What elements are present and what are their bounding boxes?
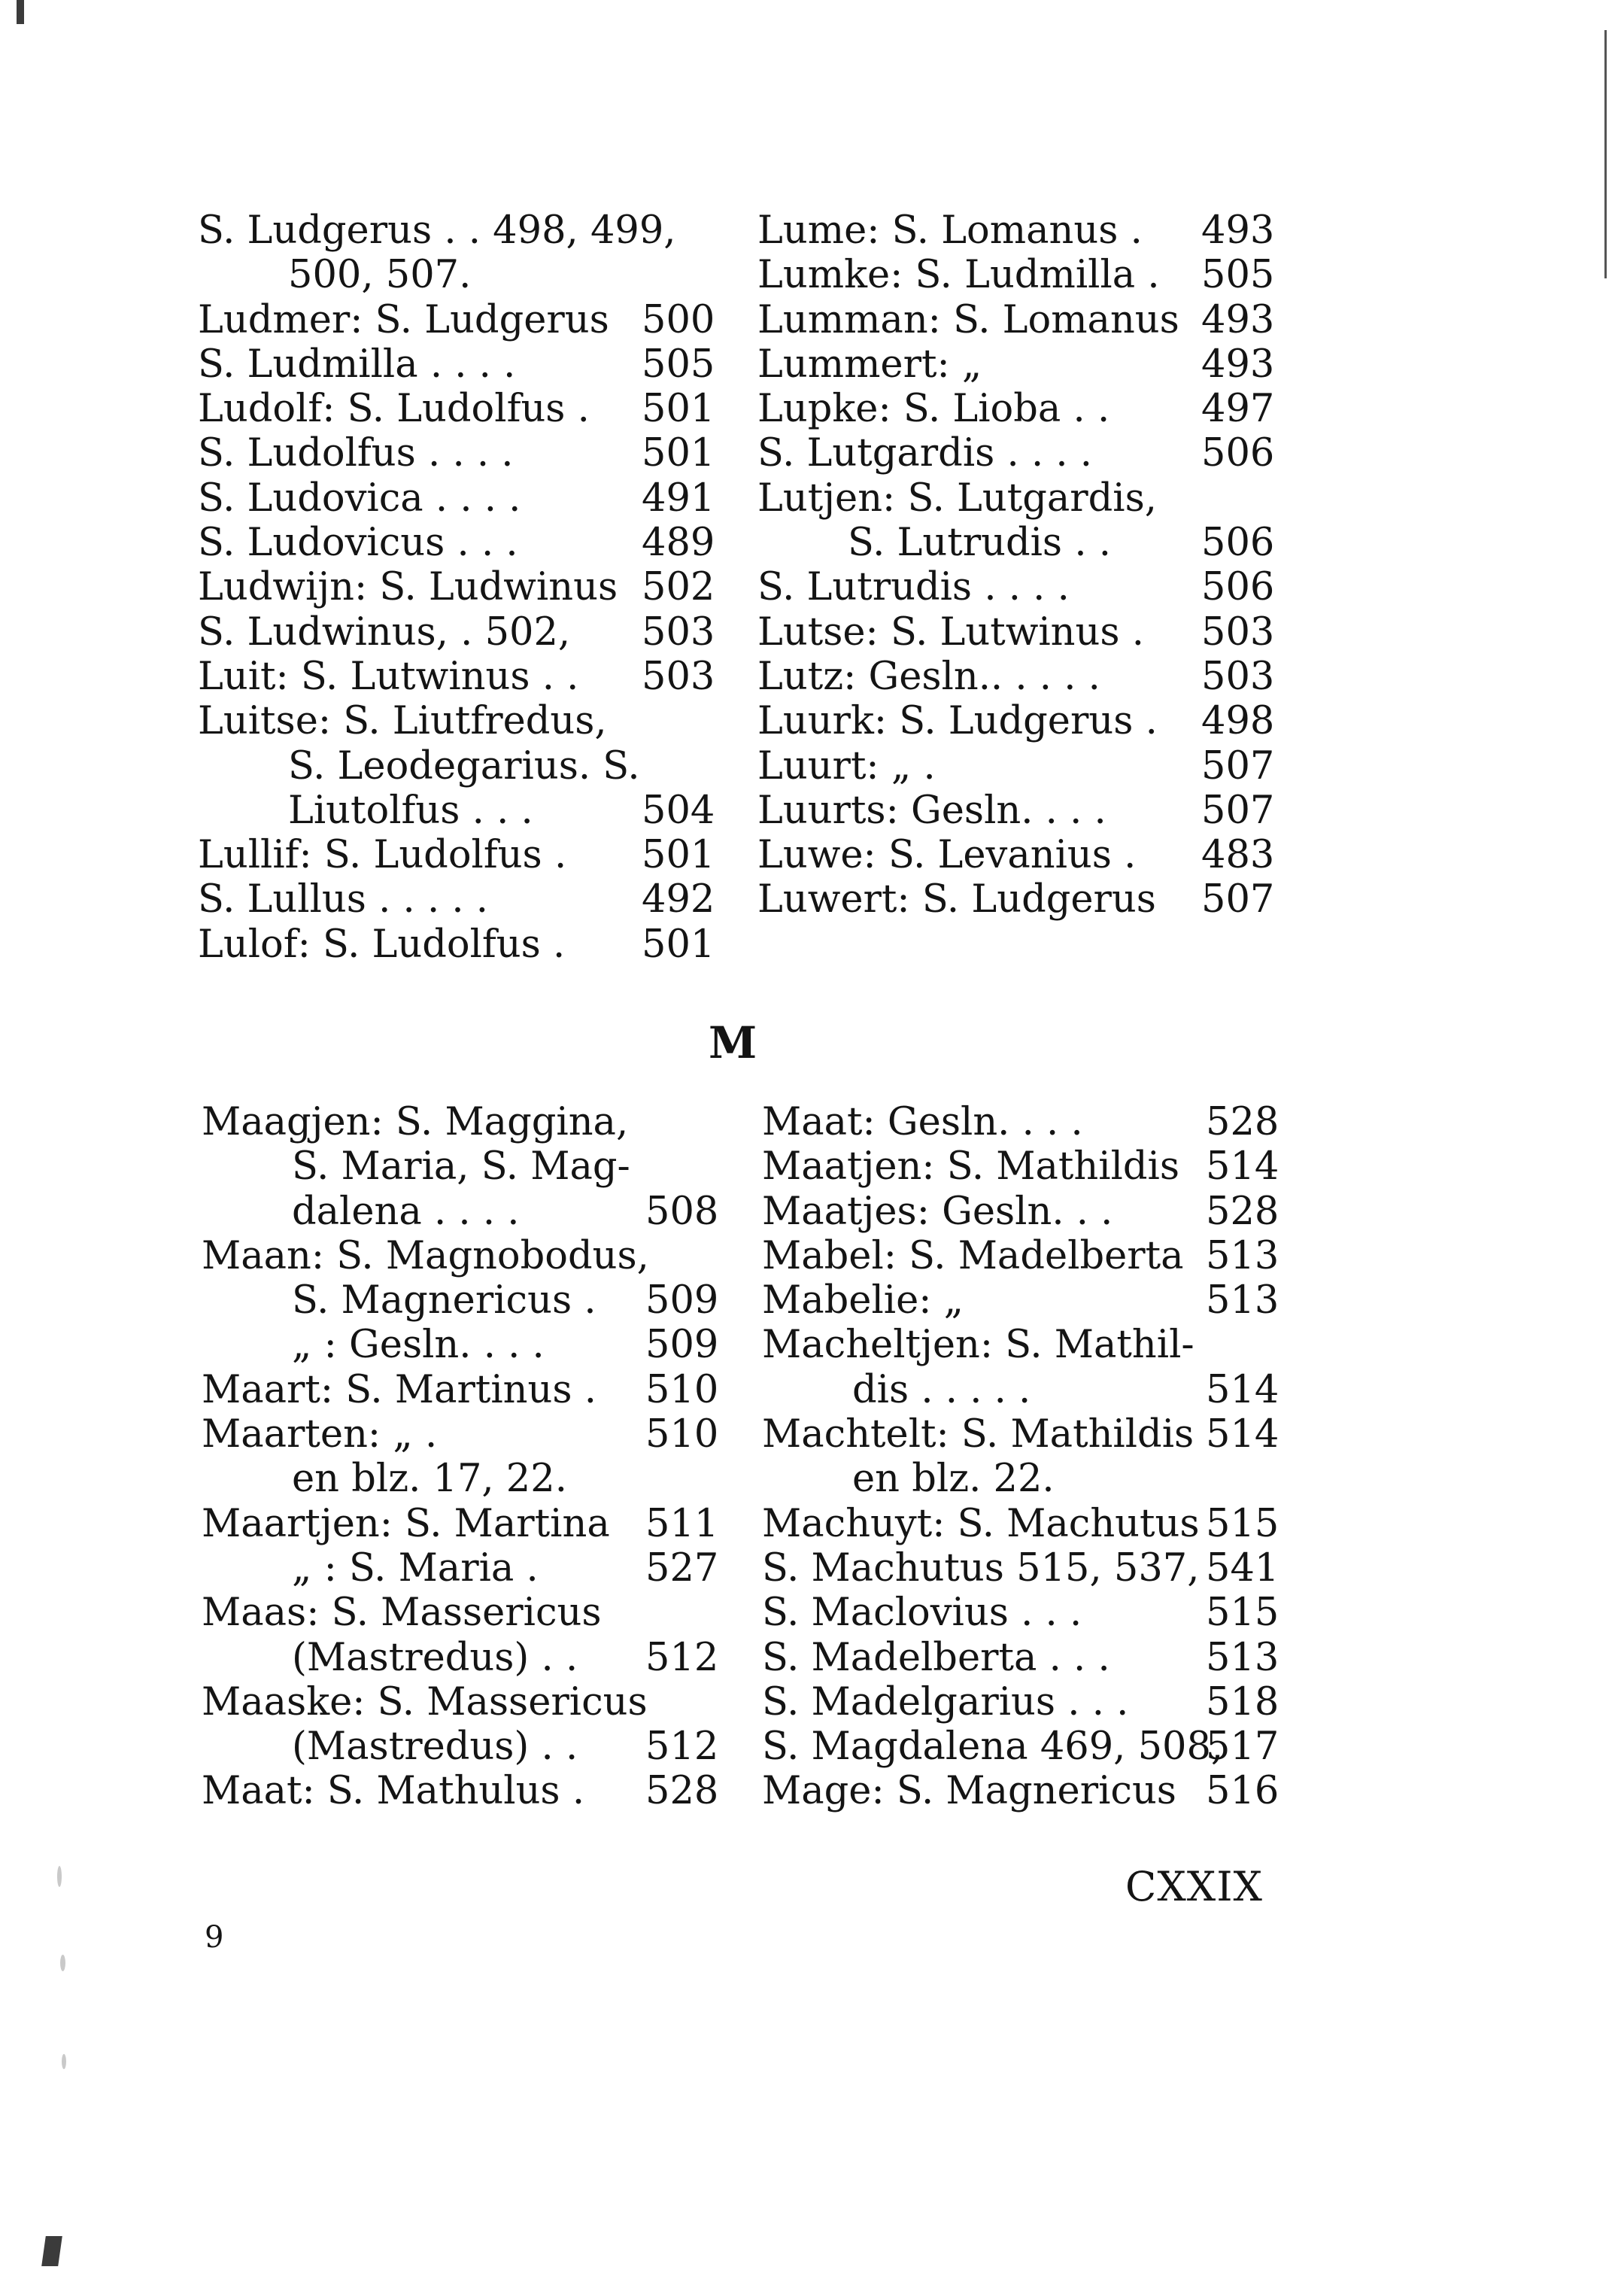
index-entry-text: en blz. 22. xyxy=(852,1457,1055,1502)
index-entry-text: Mage: S. Magnericus xyxy=(762,1769,1176,1814)
index-entry-text: Lumke: S. Ludmilla . xyxy=(757,253,1160,298)
index-entry-text: S. Ludovica . . . . xyxy=(198,476,521,521)
index-entry xyxy=(762,1368,1281,1412)
index-entry-text: S. Ludolfus . . . . xyxy=(198,431,514,476)
index-entry-text: Lupke: S. Lioba . . xyxy=(757,387,1110,432)
index-entry-page: 489 xyxy=(642,521,715,566)
index-entry-page: 505 xyxy=(1201,253,1275,298)
index-entry-text: Luurk: S. Ludgerus . xyxy=(757,699,1158,744)
index-entry-text: S. Ludgerus . . 498, 499, xyxy=(198,208,676,253)
index-entry xyxy=(198,253,717,297)
index-entry-page: 507 xyxy=(1201,877,1275,922)
index-entry xyxy=(762,1457,1281,1501)
index-entry-text: Maatjen: S. Mathildis xyxy=(762,1144,1180,1190)
index-entry xyxy=(198,298,717,342)
index-entry-page: 492 xyxy=(642,877,715,922)
scan-edge-top-left xyxy=(17,0,24,24)
index-entry-text: S. Maria, S. Mag- xyxy=(292,1144,630,1190)
index-entry-page: 501 xyxy=(642,833,715,878)
index-entry xyxy=(198,476,717,521)
index-entry-page: 514 xyxy=(1206,1367,1279,1412)
index-entry xyxy=(202,1502,721,1546)
index-entry-page: 510 xyxy=(645,1367,719,1412)
index-entry xyxy=(757,744,1276,789)
index-entry xyxy=(202,1769,721,1813)
index-entry-text: Lume: S. Lomanus . xyxy=(757,208,1143,253)
index-entry-page: 506 xyxy=(1201,431,1275,476)
index-entry-text: Lutjen: S. Lutgardis, xyxy=(757,476,1157,521)
index-entry xyxy=(198,610,717,655)
index-entry-page: 513 xyxy=(1206,1278,1279,1323)
index-entry-page: 510 xyxy=(645,1412,719,1457)
index-entry-text: S. Lullus . . . . . xyxy=(198,877,489,922)
index-entry xyxy=(762,1144,1281,1189)
index-entry xyxy=(202,1412,721,1457)
index-entry xyxy=(198,521,717,565)
index-entry-text: Luwe: S. Levanius . xyxy=(757,833,1137,878)
index-entry-page: 514 xyxy=(1206,1144,1279,1190)
signature-mark: 9 xyxy=(205,1920,224,1955)
index-entry xyxy=(762,1591,1281,1635)
index-entry-page: 512 xyxy=(645,1635,719,1680)
index-entry-page: 513 xyxy=(1206,1233,1279,1278)
index-entry-text: Lutse: S. Lutwinus . xyxy=(757,609,1144,655)
index-entry-page: 508 xyxy=(645,1189,719,1234)
index-entry xyxy=(757,789,1276,833)
index-entry-text: Maat: S. Mathulus . xyxy=(202,1769,585,1814)
index-entry-text: Maas: S. Massericus xyxy=(202,1591,602,1636)
index-entry xyxy=(198,387,717,431)
index-entry-text: Maart: S. Martinus . xyxy=(202,1367,596,1412)
index-entry xyxy=(757,431,1276,476)
index-entry xyxy=(198,208,717,253)
page-number-roman: CXXIX xyxy=(1125,1863,1263,1910)
index-entry-text: Maat: Gesln. . . . xyxy=(762,1100,1083,1144)
index-entry-page: 493 xyxy=(1201,208,1275,253)
index-entry xyxy=(198,699,717,743)
index-entry-text: Luit: S. Lutwinus . . xyxy=(198,654,579,699)
index-entry-text: Luurts: Gesln. . . . xyxy=(757,788,1106,833)
index-entry-page: 493 xyxy=(1201,297,1275,342)
index-entry xyxy=(198,744,717,789)
index-entry-text: Liutolfus . . . xyxy=(288,788,533,833)
index-entry xyxy=(198,922,717,967)
index-column-bottom-right xyxy=(762,1100,1281,1814)
scan-speck xyxy=(62,2054,66,2069)
index-entry-text: S. Ludovicus . . . xyxy=(198,521,518,566)
index-entry-page: 503 xyxy=(642,654,715,699)
index-entry-page: 503 xyxy=(1201,654,1275,699)
index-entry-page: 517 xyxy=(1206,1724,1279,1770)
index-entry-text: dis . . . . . xyxy=(852,1367,1031,1412)
index-entry-text: (Mastredus) . . xyxy=(292,1635,578,1680)
index-entry-text: en blz. 17, 22. xyxy=(292,1457,567,1502)
index-entry-page: 483 xyxy=(1201,833,1275,878)
index-entry-page: 498 xyxy=(1201,699,1275,744)
index-entry-text: Mabel: S. Madelberta xyxy=(762,1233,1184,1278)
section-letter: M xyxy=(709,1017,757,1068)
scan-speck xyxy=(60,1955,65,1971)
index-entry xyxy=(202,1591,721,1635)
index-entry-page: 507 xyxy=(1201,788,1275,833)
index-entry xyxy=(202,1144,721,1189)
index-entry xyxy=(762,1724,1281,1769)
index-entry xyxy=(757,521,1276,565)
index-entry-text: Luurt: „ . xyxy=(757,743,936,789)
index-entry xyxy=(202,1278,721,1323)
index-entry xyxy=(762,1278,1281,1323)
index-entry-page: 509 xyxy=(645,1323,719,1368)
index-entry-text: Mabelie: „ xyxy=(762,1278,964,1323)
index-entry-text: Machtelt: S. Mathildis xyxy=(762,1412,1194,1457)
index-entry xyxy=(757,342,1276,387)
index-entry-page: 514 xyxy=(1206,1412,1279,1457)
index-entry-page: 507 xyxy=(1201,743,1275,789)
index-entry-page: 528 xyxy=(1206,1189,1279,1234)
index-entry-page: 509 xyxy=(645,1278,719,1323)
index-entry-page: 512 xyxy=(645,1724,719,1770)
index-entry-page: 504 xyxy=(642,788,715,833)
index-entry xyxy=(198,431,717,476)
index-entry-page: 502 xyxy=(642,565,715,610)
index-entry xyxy=(762,1323,1281,1367)
index-entry xyxy=(762,1190,1281,1234)
index-entry-page: 497 xyxy=(1201,387,1275,432)
scan-edge-right xyxy=(1604,30,1607,278)
index-entry-text: S. Lutgardis . . . . xyxy=(757,431,1093,476)
index-entry xyxy=(198,342,717,387)
index-entry xyxy=(762,1502,1281,1546)
index-entry-text: Lullif: S. Ludolfus . xyxy=(198,833,567,878)
index-entry-page: 501 xyxy=(642,922,715,967)
index-entry-text: Lummert: „ xyxy=(757,342,982,387)
index-entry-page: 528 xyxy=(1206,1100,1279,1144)
index-column-top-right xyxy=(757,208,1276,922)
index-entry-text: dalena . . . . xyxy=(292,1189,520,1234)
index-entry-page: 518 xyxy=(1206,1679,1279,1724)
index-entry-text: Maagjen: S. Maggina, xyxy=(202,1100,629,1144)
index-entry-text: S. Magnericus . xyxy=(292,1278,596,1323)
index-entry-text: (Mastredus) . . xyxy=(292,1724,578,1770)
index-entry xyxy=(757,253,1276,297)
index-entry xyxy=(762,1412,1281,1457)
index-entry xyxy=(202,1368,721,1412)
index-entry-page: 501 xyxy=(642,387,715,432)
index-entry xyxy=(762,1680,1281,1724)
index-entry-page: 515 xyxy=(1206,1591,1279,1636)
index-entry xyxy=(757,655,1276,699)
index-entry-text: S. Lutrudis . . xyxy=(848,521,1111,566)
index-entry xyxy=(762,1769,1281,1813)
index-entry-page: 503 xyxy=(642,609,715,655)
index-entry-text: S. Magdalena 469, 508, xyxy=(762,1724,1224,1770)
index-entry-page: 493 xyxy=(1201,342,1275,387)
index-entry-text: Maatjes: Gesln. . . xyxy=(762,1189,1113,1234)
index-entry xyxy=(757,610,1276,655)
index-entry-text: Lumman: S. Lomanus xyxy=(757,297,1179,342)
index-entry xyxy=(198,565,717,609)
index-entry-page: 527 xyxy=(645,1545,719,1591)
index-entry-text: S. Lutrudis . . . . xyxy=(757,565,1070,610)
index-entry-page: 506 xyxy=(1201,521,1275,566)
index-entry xyxy=(762,1100,1281,1144)
index-entry xyxy=(202,1546,721,1591)
scan-edge-bottom-left xyxy=(41,2236,62,2266)
index-entry xyxy=(757,208,1276,253)
index-entry-page: 501 xyxy=(642,431,715,476)
index-entry-text: Lutz: Gesln.. . . . . xyxy=(757,654,1100,699)
index-entry-page: 528 xyxy=(645,1769,719,1814)
index-entry-text: S. Ludwinus, . 502, xyxy=(198,609,571,655)
index-entry xyxy=(762,1636,1281,1680)
scan-speck xyxy=(57,1866,62,1887)
index-entry xyxy=(757,476,1276,521)
index-entry xyxy=(198,789,717,833)
index-entry-page: 505 xyxy=(642,342,715,387)
index-entry-text: Luitse: S. Liutfredus, xyxy=(198,699,607,744)
index-column-top-left xyxy=(198,208,717,967)
index-entry-text: 500, 507. xyxy=(288,253,472,298)
index-entry-page: 500 xyxy=(642,297,715,342)
index-entry xyxy=(757,387,1276,431)
index-entry xyxy=(202,1724,721,1769)
index-entry xyxy=(757,833,1276,877)
index-entry xyxy=(762,1234,1281,1278)
index-entry xyxy=(198,655,717,699)
index-entry xyxy=(757,565,1276,609)
index-entry-text: „ : Gesln. . . . xyxy=(292,1323,545,1368)
index-entry xyxy=(198,833,717,877)
index-entry xyxy=(202,1457,721,1501)
index-entry-text: Macheltjen: S. Mathil- xyxy=(762,1323,1194,1368)
index-entry xyxy=(757,298,1276,342)
index-entry-text: Maaske: S. Massericus xyxy=(202,1679,648,1724)
index-entry-page: 541 xyxy=(1206,1545,1279,1591)
index-entry-text: Maan: S. Magnobodus, xyxy=(202,1233,649,1278)
index-entry-text: Maartjen: S. Martina xyxy=(202,1501,610,1546)
index-entry-text: Machuyt: S. Machutus xyxy=(762,1501,1200,1546)
index-entry-text: Ludwijn: S. Ludwinus xyxy=(198,565,618,610)
index-entry-text: Luwert: S. Ludgerus xyxy=(757,877,1156,922)
index-entry-text: „ : S. Maria . xyxy=(292,1545,539,1591)
index-entry-text: Ludolf: S. Ludolfus . xyxy=(198,387,590,432)
index-entry-page: 511 xyxy=(645,1501,719,1546)
index-entry-page: 506 xyxy=(1201,565,1275,610)
index-entry-page: 516 xyxy=(1206,1769,1279,1814)
index-entry-page: 491 xyxy=(642,476,715,521)
index-entry-text: Lulof: S. Ludolfus . xyxy=(198,922,566,967)
index-entry-page: 515 xyxy=(1206,1501,1279,1546)
index-entry-text: S. Ludmilla . . . . xyxy=(198,342,516,387)
index-entry-text: S. Leodegarius. S. xyxy=(288,743,640,789)
index-entry-text: S. Machutus 515, 537, xyxy=(762,1545,1200,1591)
index-entry-page: 513 xyxy=(1206,1635,1279,1680)
index-entry xyxy=(202,1680,721,1724)
index-entry-text: Ludmer: S. Ludgerus xyxy=(198,297,609,342)
index-column-bottom-left xyxy=(202,1100,721,1814)
index-entry xyxy=(202,1190,721,1234)
index-entry-text: Maarten: „ . xyxy=(202,1412,438,1457)
index-entry-page: 503 xyxy=(1201,609,1275,655)
index-entry xyxy=(202,1636,721,1680)
index-entry xyxy=(757,699,1276,743)
index-entry xyxy=(762,1546,1281,1591)
index-entry-text: S. Madelgarius . . . xyxy=(762,1679,1129,1724)
index-entry-text: S. Maclovius . . . xyxy=(762,1591,1082,1636)
index-entry xyxy=(202,1234,721,1278)
index-entry xyxy=(202,1323,721,1367)
index-entry xyxy=(202,1100,721,1144)
index-entry xyxy=(198,877,717,922)
index-entry xyxy=(757,877,1276,922)
index-entry-text: S. Madelberta . . . xyxy=(762,1635,1110,1680)
